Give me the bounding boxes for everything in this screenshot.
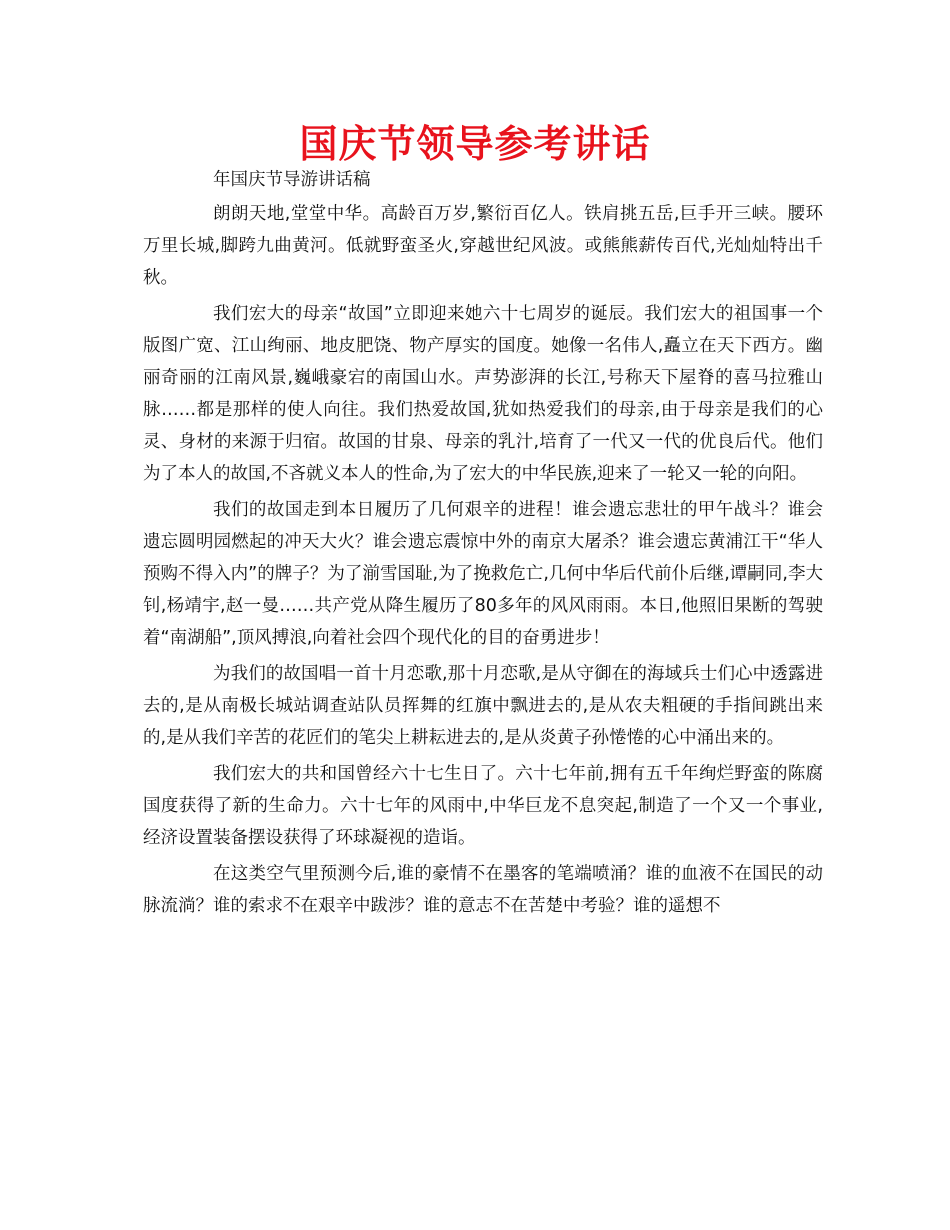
paragraph-5: 我们宏大的共和国曾经六十七生日了。六十七年前,拥有五千年绚烂野蛮的陈腐国度获得了新的生命力。六十七年的风雨中,中华巨龙不息突起,制造了一个又一个事业,经济设置装备摆设获得了环球凝视的造诣。 xyxy=(143,764,823,848)
document-subtitle: 年国庆节导游讲话稿 xyxy=(213,170,371,190)
paragraph-3: 我们的故国走到本日履历了几何艰辛的进程！谁会遗忘悲壮的甲午战斗？谁会遗忘圆明园燃起的冲天大火？谁会遗忘震惊中外的南京大屠杀？谁会遗忘黄浦江干“华人预购不得入内”的牌子？为了湔雪国耻,为了挽救危亡,几何中华后代前仆后继,谭嗣同,李大钊,杨靖宇,赵一曼……共产党从降生履历了80多年的风风雨雨。本日,他照旧果断的驾驶着“南湖船”,顶风搏浪,向着社会四个现代化的目的奋勇进步！ xyxy=(143,500,823,648)
paragraph-1: 朗朗天地,堂堂中华。高龄百万岁,繁衍百亿人。铁肩挑五岳,巨手开三峡。腰环万里长城,脚跨九曲黄河。低就野蛮圣火,穿越世纪风波。或熊熊薪传百代,光灿灿特出千秋。 xyxy=(143,204,823,288)
paragraph-2: 我们宏大的母亲“故国”立即迎来她六十七周岁的诞辰。我们宏大的祖国事一个版图广宽、江山绚丽、地皮肥饶、物产厚实的国度。她像一名伟人,矗立在天下西方。幽丽奇丽的江南风景,巍峨豪宕的南国山水。声势澎湃的长江,号称天下屋脊的喜马拉雅山脉……都是那样的使人向往。我们热爱故国,犹如热爱我们的母亲,由于母亲是我们的心灵、身材的来源于归宿。故国的甘泉、母亲的乳汁,培育了一代又一代的优良后代。他们为了本人的故国,不吝就义本人的性命,为了宏大的中华民族,迎来了一轮又一轮的向阳。 xyxy=(143,304,823,484)
document-title: 国庆节领导参考讲话 xyxy=(299,122,651,166)
paragraph-6: 在这类空气里预测今后,谁的豪情不在墨客的笔端喷涌？谁的血液不在国民的动脉流淌？谁的索求不在艰辛中跋涉？谁的意志不在苦楚中考验？谁的遥想不 xyxy=(143,864,823,916)
paragraph-4: 为我们的故国唱一首十月恋歌,那十月恋歌,是从守御在的海域兵士们心中透露进去的,是从南极长城站调查站队员挥舞的红旗中飘进去的,是从农夫粗硬的手指间跳出来的,是从我们辛苦的花匠们的笔尖上耕耘进去的,是从炎黄子孙惓惓的心中涌出来的。 xyxy=(143,664,823,748)
document-body xyxy=(143,164,823,926)
